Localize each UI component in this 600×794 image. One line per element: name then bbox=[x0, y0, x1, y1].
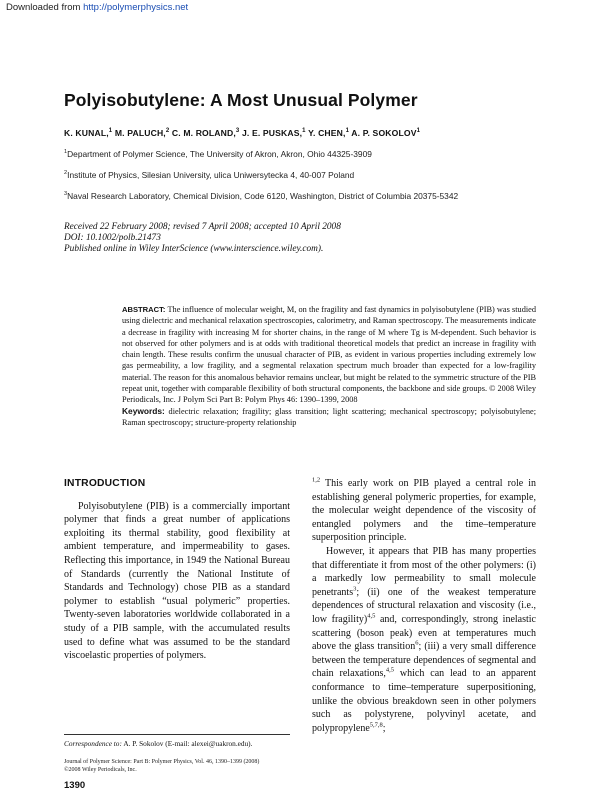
author: A. P. SOKOLOV$^1$ bbox=[351, 128, 421, 138]
author: C. M. ROLAND,$^3$ bbox=[171, 128, 240, 138]
download-prefix: Downloaded from bbox=[6, 2, 81, 13]
right-column bbox=[312, 477, 536, 735]
abstract-text: The influence of molecular weight, M, on the fragility and fast dynamics in polyisobutylene (PIB) was studied using dielectric and mechanical relaxation spectroscopies, calorimetry, and Raman spectroscopy. The measurements indicate a decrease in fragility with increasing M for shorter chains, in the range of M where Tg is M-dependent. Such behavior is not observed for other polymers and is at odds with traditional theoretical models that predict an increase in fragility with chain length. These results confirm the unusual character of PIB, as evident in various properties including extremely low gas permeability, a low fragility, and a segmental relaxation spectrum much broader than expected for a low-fragility material. The reason for this anomalous behavior remains unclear, but might be related to the symmetric structure of the PIB repeat unit, together with comparable flexibility of both structural components, the backbone and side groups. © 2008 Wiley Periodicals, Inc. J Polym Sci Part B: Polym Phys 46: 1390–1399, 2008 bbox=[122, 305, 536, 405]
intro-paragraph: Polyisobutylene (PIB) is a commercially important polymer that finds a great number of applications exploiting its thermal stability, good flexibility at ambient temperature, and impermeability to gases. Reflecting this importance, in 1949 the National Bureau of Standards (currently the National Institute of Standards and Technology) chose PIB as a standard polymer to establish “usual polymeric” properties. Twenty-seven laboratories worldwide collaborated in a study of a PIB sample, with the accumulated results used to define what was assumed to be the standard viscoelastic properties of polymers. bbox=[64, 500, 290, 662]
received-dates: Received 22 February 2008; revised 7 April 2008; accepted 10 April 2008 bbox=[64, 222, 341, 232]
affiliation: $^1$Department of Polymer Science, The University of Akron, Akron, Ohio 44325-3909 bbox=[64, 149, 372, 159]
affiliation: $^2$Institute of Physics, Silesian University, ulica Uniwersytecka 4, 40-007 Poland bbox=[64, 170, 355, 180]
page-number: 1390 bbox=[64, 780, 86, 791]
author: Y. CHEN,$^1$ bbox=[308, 128, 350, 138]
publication-dates bbox=[64, 222, 341, 256]
paper-title: Polyisobutylene: A Most Unusual Polymer bbox=[64, 90, 418, 110]
author: K. KUNAL,$^1$ bbox=[64, 128, 113, 138]
affiliation: $^3$Naval Research Laboratory, Chemical Division, Code 6120, Washington, District of Columbia 20375-5342 bbox=[64, 191, 459, 201]
download-link[interactable]: http://polymerphysics.net bbox=[83, 2, 189, 13]
keywords-label: Keywords: bbox=[122, 405, 165, 416]
journal-info bbox=[64, 758, 290, 774]
copyright: ©2008 Wiley Periodicals, Inc. bbox=[64, 767, 137, 773]
author: J. E. PUSKAS,$^1$ bbox=[241, 128, 306, 138]
correspondence-note bbox=[64, 739, 290, 748]
section-heading: INTRODUCTION bbox=[64, 478, 146, 489]
keywords-text: dielectric relaxation; fragility; glass transition; light scattering; mechanical spectroscopy; polyisobutylene; Raman spectroscopy; structure-property relationship bbox=[122, 406, 537, 427]
intro-paragraph-2: However, it appears that PIB has many properties that differentiate it from most of the other polymers: (i) a markedly low permeability to small molecule penetrants$^3$; (ii) one of the weakest temperature dependences of structural relaxation and viscosity (i.e., low fragility)$^{4,5}$ and, correspondingly, strong inelastic scattering (boson peak) even at temperatures much above the glass transition$^6$; (iii) a very small difference between the temperature dependences of segmental and chain relaxations,$^{4,5}$ which can lead to an apparent conformance to time–temperature superpositioning, unlike the obvious breakdown seen in other polymers such as polystyrene, polyvinyl acetate, and polypropylene$^{5,7,8}$; bbox=[312, 545, 536, 734]
left-column bbox=[64, 477, 290, 663]
doi: DOI: 10.1002/polb.21473 bbox=[64, 233, 161, 244]
abstract bbox=[122, 304, 536, 428]
journal-citation: Journal of Polymer Science: Part B: Polymer Physics, Vol. 46, 1390–1399 (2008) bbox=[64, 759, 260, 765]
download-notice bbox=[6, 2, 188, 13]
abstract-label: ABSTRACT: bbox=[122, 305, 166, 314]
intro-continuation: $^{1,2}$ This early work on PIB played a central role in establishing general polymeric properties, for example, the molecular weight dependence of the viscosity of entangled polymers and the time–temperature superposition principle. bbox=[312, 476, 536, 544]
published-online: Published online in Wiley InterScience (www.interscience.wiley.com). bbox=[64, 244, 324, 255]
correspondence-label: Correspondence to: bbox=[64, 739, 122, 748]
correspondence-text: A. P. Sokolov (E-mail: alexei@uakron.edu). bbox=[123, 739, 253, 748]
author: M. PALUCH,$^2$ bbox=[114, 128, 170, 138]
author-list bbox=[64, 128, 420, 138]
footnote-divider bbox=[64, 734, 290, 735]
